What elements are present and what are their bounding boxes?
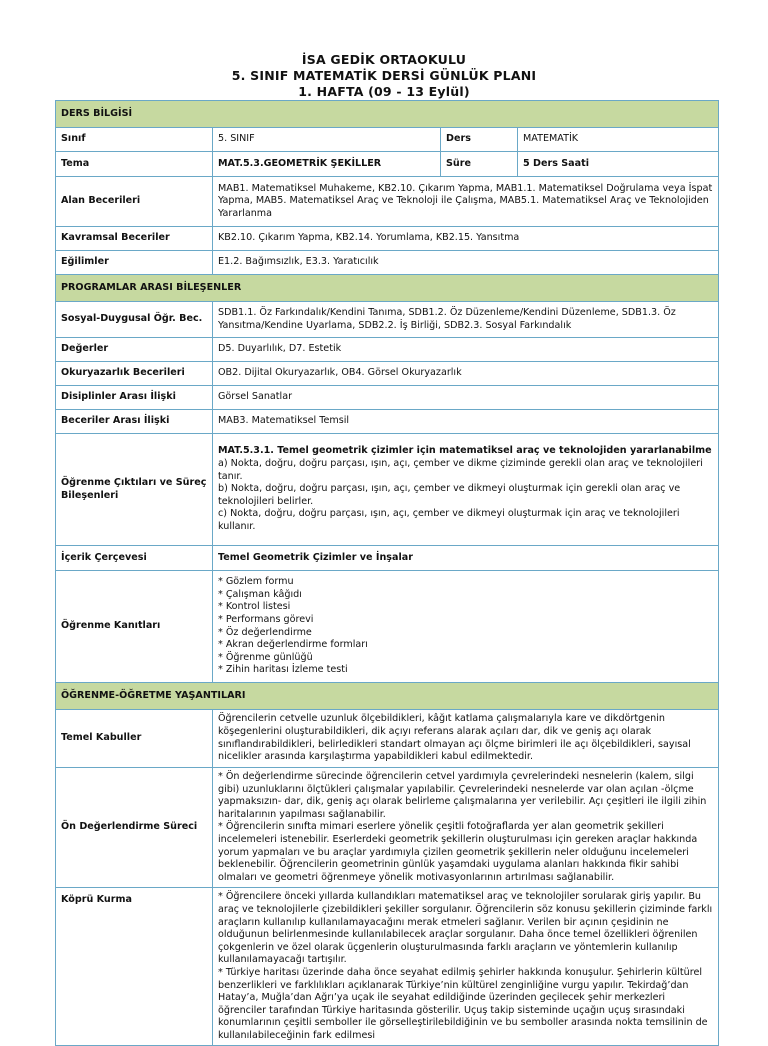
table-row (56, 362, 719, 386)
ogrenme-content (213, 434, 719, 546)
kanitlar-label: Öğrenme Kanıtları (56, 571, 213, 683)
on-content (213, 768, 719, 888)
table-row (56, 386, 719, 410)
degerler-label: Değerler (56, 338, 213, 362)
table-row (56, 888, 719, 1046)
beceriler-label: Beceriler Arası İlişki (56, 410, 213, 434)
section-row (56, 683, 719, 710)
table-row (56, 410, 719, 434)
egilimler-value: E1.2. Bağımsızlık, E3.3. Yaratıcılık (213, 251, 719, 275)
ogrenme-heading: MAT.5.3.1. Temel geometrik çizimler için matematiksel araç ve teknolojiden yararlanabilme (218, 445, 712, 457)
kopru-paragraph-1: * Öğrencilere önceki yıllarda kullandıkları matematiksel araç ve teknolojiler sorularak giriş yapılır. Bu araç ve teknolojilerle çizebildikleri şekiller sorgulanır. Öğrencilerin söz konusu şekillerin çiziminde farklı araçların kullanılıp kullanılamayacağını merak etmeleri sağlanır. Verilen bir açının çeşidinin ne olduğunun belirlenmesinde kullanılabilecek araçlar sorgulanır. Daha önce temel özellikleri öğrenilen çokgenlerin ve özel olarak üçgenlerin oluşturulmasında farklı araçların ve yöntemlerin kullanılıp kullanılamayacağı tartışılır. (218, 891, 713, 966)
ogrenme-item-b: b) Nokta, doğru, doğru parçası, ışın, açı, çember ve dikmeyi oluşturmak için gerekli olan araç ve teknolojileri belirler. (218, 483, 681, 507)
icerik-label: İçerik Çerçevesi (56, 546, 213, 571)
table-row (56, 710, 719, 768)
table-row (56, 571, 719, 683)
table-row (56, 434, 719, 546)
section-row (56, 275, 719, 302)
sure-value: 5 Ders Saati (518, 152, 719, 177)
ogrenme-label: Öğrenme Çıktıları ve Süreç Bileşenleri (56, 434, 213, 546)
on-paragraph-2: * Öğrencilerin sınıfta mimari eserlere yönelik çeşitli fotoğraflarda yer alan geometrik şekilleri incelemeleri istenebilir. Eserlerdeki geometrik şekillerin oluşturulması için gereken araçlar hakkında yorum yapmaları ve bu araçlar yardımıyla çizilen geometrik şekillerin neler olduğunu incelemeleri beklenebilir. Öğrencilerin geometrinin günlük yaşamdaki uygulama alanları hakkında fikir sahibi olmaları ve geometri öğrenmeye yönelik motivasyonlarının artırılması sağlanabilir. (218, 821, 698, 883)
table-row (56, 251, 719, 275)
list-item: * Akran değerlendirme formları (218, 639, 368, 651)
section-yasantilar: ÖĞRENME-ÖĞRETME YAŞANTILARI (56, 683, 719, 710)
section-row (56, 101, 719, 128)
icerik-value: Temel Geometrik Çizimler ve İnşalar (213, 546, 719, 571)
table-row (56, 768, 719, 888)
list-item: * Zihin haritası İzleme testi (218, 664, 348, 676)
egilimler-label: Eğilimler (56, 251, 213, 275)
kopru-content (213, 888, 719, 1046)
temel-label: Temel Kabuller (56, 710, 213, 768)
sosyal-value: SDB1.1. Öz Farkındalık/Kendini Tanıma, SDB1.2. Öz Düzenleme/Kendini Düzenleme, SDB1.3. Öz Yansıtma/Kendine Uyarlama, SDB2.2. İş Birliği, SDB2.3. Sosyal Farkındalık (213, 302, 719, 338)
table-row (56, 227, 719, 251)
ders-value: MATEMATİK (518, 128, 719, 152)
table-row (56, 546, 719, 571)
list-item: * Öz değerlendirme (218, 626, 312, 638)
temel-value: Öğrencilerin cetvelle uzunluk ölçebildikleri, kâğıt katlama çalışmalarıyla kare ve dikdörtgenin köşegenlerini oluşturabildikleri, dik açıyı referans alarak açıları dar, dik ve geniş açı olarak sınıflandırabildikleri, belirledikleri standart olmayan açı ölçme birimleri ile açı ölçebildikleri, sayısal nicelikler arasında karşılaştırma yapabildikleri kabul edilmektedir. (213, 710, 719, 768)
list-item: * Kontrol listesi (218, 601, 291, 613)
plan-title: 5. SINIF MATEMATİK DERSİ GÜNLÜK PLANI (231, 68, 537, 83)
kopru-paragraph-2: * Türkiye haritası üzerinde daha önce seyahat edilmiş şehirler hakkında konuşulur. Şehirlerin kültürel benzerlikleri ve farklılıkları açıklanarak Türkiye’nin kültürel zenginliğine vurgu yapılır. Tekirdağ’dan Hatay’a, Muğla’dan Ağrı’ya uçak ile seyahat edildiğinde üzerinden geçilecek şehir merkezleri öğrenciler tarafından Türkiye haritasında gösterilir. Uçuş takip sisteminde uçağın uçuş sırasındaki konumlarının çeşitli semboller ile görselleştirilebildiğinin ve bu semboller arasında nokta temsilinin de kullanılabileceğinin fark edilmesi (218, 966, 708, 1041)
ogrenme-item-c: c) Nokta, doğru, doğru parçası, ışın, açı, çember ve dikmeyi oluşturmak için araç ve teknolojileri kullanır. (218, 508, 680, 532)
table-row (56, 128, 719, 152)
kopru-label: Köprü Kurma (56, 888, 213, 1046)
kavramsal-label: Kavramsal Beceriler (56, 227, 213, 251)
document-header (0, 0, 768, 100)
tema-label: Tema (56, 152, 213, 177)
okuryazarlik-label: Okuryazarlık Becerileri (56, 362, 213, 386)
ogrenme-item-a: a) Nokta, doğru, doğru parçası, ışın, açı, çember ve dikme çiziminde gerekli olan araç ve teknolojileri tanır. (218, 458, 703, 482)
sinif-label: Sınıf (56, 128, 213, 152)
table-row (56, 338, 719, 362)
beceriler-value: MAB3. Matematiksel Temsil (213, 410, 719, 434)
tema-value: MAT.5.3.GEOMETRİK ŞEKİLLER (213, 152, 441, 177)
sure-label: Süre (441, 152, 518, 177)
on-label: Ön Değerlendirme Süreci (56, 768, 213, 888)
table-row (56, 302, 719, 338)
disiplinler-label: Disiplinler Arası İlişki (56, 386, 213, 410)
section-ders-bilgisi: DERS BİLGİSİ (56, 101, 719, 128)
list-item: * Öğrenme günlüğü (218, 651, 313, 663)
list-item: * Çalışman kâğıdı (218, 588, 302, 600)
disiplinler-value: Görsel Sanatlar (213, 386, 719, 410)
list-item: * Performans görevi (218, 613, 314, 625)
okuryazarlik-value: OB2. Dijital Okuryazarlık, OB4. Görsel Okuryazarlık (213, 362, 719, 386)
sinif-value: 5. SINIF (213, 128, 441, 152)
kavramsal-value: KB2.10. Çıkarım Yapma, KB2.14. Yorumlama, KB2.15. Yansıtma (213, 227, 719, 251)
kanitlar-list (213, 571, 719, 683)
ders-label: Ders (441, 128, 518, 152)
degerler-value: D5. Duyarlılık, D7. Estetik (213, 338, 719, 362)
table-row (56, 177, 719, 227)
section-programlar-arasi: PROGRAMLAR ARASI BİLEŞENLER (56, 275, 719, 302)
on-paragraph-1: * Ön değerlendirme sürecinde öğrencilerin cetvel yardımıyla çevrelerindeki nesnelerin (kalem, silgi gibi) uzunluklarını ölçtükleri çalışmalar yapılabilir. Çevrelerindeki nesnelerde var olan açılan -ölçme yapmaksızın- dar, dik, geniş açı olarak belirleme çalışmalarına yer verilebilir. Açı çeşitleri ile ilgili zihin haritalarının yapılması sağlanabilir. (218, 771, 707, 820)
sosyal-label: Sosyal-Duygusal Öğr. Bec. (56, 302, 213, 338)
lesson-plan-table (55, 100, 719, 1046)
alan-label: Alan Becerileri (56, 177, 213, 227)
school-name: İSA GEDİK ORTAOKULU (301, 52, 467, 67)
alan-value: MAB1. Matematiksel Muhakeme, KB2.10. Çıkarım Yapma, MAB1.1. Matematiksel Doğrulama veya İspat Yapma, MAB5. Matematiksel Araç ve Teknoloji ile Çalışma, MAB5.1. Matematiksel Araç ve Teknolojiden Yararlanma (213, 177, 719, 227)
list-item: * Gözlem formu (218, 576, 294, 588)
week-range: 1. HAFTA (09 - 13 Eylül) (298, 84, 470, 99)
table-row (56, 152, 719, 177)
